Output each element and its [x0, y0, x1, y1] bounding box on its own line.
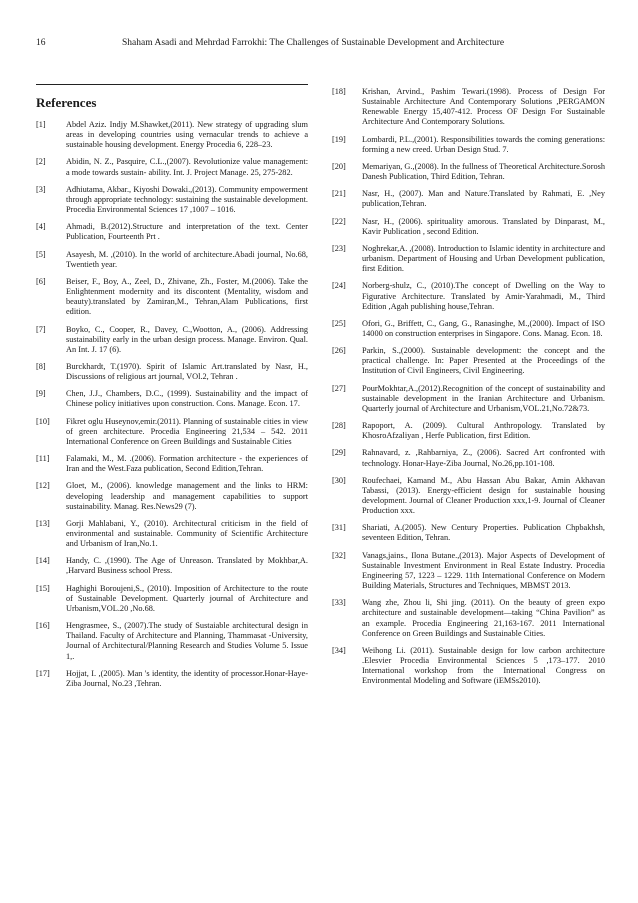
reference-item [332, 189, 605, 209]
reference-text: Wang zhe, Zhou li, Shi jing. (2011). On the beauty of green expo architecture and sustainable development—taking “China Pavilion” as an example. Procedia Engineering 21,163-167. 2011 International Conference on Green Buildings and Sustainable Cities. [362, 598, 605, 638]
reference-item [332, 346, 605, 376]
reference-text: Norberg-shulz, C., (2010).The concept of Dwelling on the Way to Figurative Architecture. Translated by Amir-Yarahmadi, M., Third Edition ,Agah publishing house,Tehran. [362, 281, 605, 311]
reference-number: [25] [332, 318, 346, 328]
reference-text: Beiser, F., Boy, A., Zeel, D., Zhivane, Zh., Foster, M.(2006). Take the Enlightenment modernity and its discontent (Mentality, wisdom and beauty).translated by Zamiran,M., Tehran,Alam Publications, first edition. [66, 276, 308, 317]
reference-text: Gorji Mahlabani, Y., (2010). Architectural criticism in the field of environmental and sustainable. Community of Scientific Architecture and Urbanism of Iran,No.1. [66, 518, 308, 549]
reference-text: Fikret oglu Huseynov,emir.(2011). Planning of sustainable cities in view of green architecture. Procedia Engineering 21,534 – 542. 2011 International Conference on Green Buildings and Sustainable Cities [66, 416, 308, 446]
page-header [36, 38, 606, 52]
reference-item [36, 157, 308, 177]
reference-number: [30] [332, 475, 346, 485]
reference-number: [12] [36, 481, 50, 491]
reference-text: Handy, C. ,(1990). The Age of Unreason. Translated by Mokhbar,A. ,Harvard Business school Press. [66, 556, 308, 576]
reference-text: Vanags,jains., Ilona Butane.,(2013). Major Aspects of Development of Sustainable Investment Environment in Real Estate Industry. Procedia Engineering 57, 1223 – 1229. 11th International Conference on Modern Building Materials, Structures and Techniques, MBMST 2013. [362, 550, 605, 591]
reference-item [36, 362, 308, 382]
reference-item [332, 646, 605, 687]
reference-text: Haghighi Boroujeni,S., (2010). Imposition of Architecture to the route of Sustainable Development. Quarterly journal of Architecture and Urbanism,VOL.20 ,No.68. [66, 583, 308, 613]
reference-text: Adhiutama, Akbar., Kiyoshi Dowaki.,(2013). Community empowerment through appropriate technology: sustaining the sustainable development. Procedia Environmental Sciences 17 ,1007 – 1016. [66, 184, 308, 215]
reference-item [332, 87, 605, 128]
reference-item [36, 389, 308, 409]
reference-text: Weihong Li. (2011). Sustainable design for low carbon architecture .Elesvier Procedia Environmental Sciences 5 ,173–177. 2010 International workshop from the International Congress on Environmental Modeling and Software (iEMSs2010). [362, 645, 605, 686]
left-column [36, 84, 308, 696]
reference-text: Ofori, G., Briffett, C., Gang, G., Ranasinghe, M.,(2000). Impact of ISO 14000 on construction enterprises in Singapore. Cons. Manag. Econ. 18. [362, 318, 605, 338]
reference-text: Chen, J.J., Chambers, D.C., (1999). Sustainability and the impact of Chinese policy initiatives upon construction. Cons. Manage. Econ. 17. [66, 389, 308, 409]
reference-text: Hojjat, I. ,(2005). Man 's identity, the identity of processor.Honar-Haye-Ziba Journal, No.23 ,Tehran. [66, 668, 308, 688]
reference-item [36, 250, 308, 270]
reference-number: [15] [36, 583, 50, 593]
reference-number: [27] [332, 383, 346, 393]
reference-item [36, 584, 308, 614]
reference-item [332, 244, 605, 274]
reference-number: [3] [36, 184, 46, 194]
reference-item [332, 319, 605, 339]
reference-text: Memariyan, G.,(2008). In the fullness of Theoretical Architecture.Sorosh Danesh Publication, Third Edition, Tehran. [362, 161, 605, 182]
reference-number: [17] [36, 668, 50, 678]
running-title: Shaham Asadi and Mehrdad Farrokhi: The Challenges of Sustainable Development and Architecture [122, 38, 505, 48]
reference-number: [7] [36, 324, 46, 334]
reference-text: Parkin, S.,(2000). Sustainable development: the concept and the practical challenge. In: Paper Presented at the Proceedings of the Institution of Civil Engineers, Civil Engineering. [362, 346, 605, 376]
reference-number: [11] [36, 454, 50, 464]
reference-number: [4] [36, 222, 46, 232]
reference-item [332, 476, 605, 517]
reference-number: [34] [332, 645, 346, 655]
reference-item [332, 421, 605, 441]
reference-text: Roufechaei, Kamand M., Abu Hassan Abu Bakar, Amin Akhavan Tabassi, (2013). Energy-efficient design for sustainable housing development. Journal of Cleaner Production xxx,1-9. Journal of Cleaner Production xxx. [362, 475, 605, 516]
page-number: 16 [36, 38, 46, 48]
section-divider [36, 84, 308, 85]
reference-item [332, 598, 605, 639]
reference-text: PourMokhtar,A.,(2012).Recognition of the concept of sustainability and sustainable development in the Iranian Architecture and Urbanism. Quarterly journal of Architecture and Urbanism,VOL.21,No.72&73. [362, 383, 605, 413]
reference-number: [23] [332, 243, 346, 253]
reference-number: [29] [332, 448, 346, 458]
reference-number: [2] [36, 157, 46, 167]
reference-text: Abdel Aziz. Indjy M.Shawket,(2011). New strategy of upgrading slum areas in developing countries using vernacular trends to achieve a sustainable housing development. Energy Procedia 6, 228–23. [66, 120, 308, 150]
reference-item [332, 384, 605, 414]
reference-item [36, 481, 308, 511]
reference-item [36, 325, 308, 355]
reference-item [36, 185, 308, 215]
reference-text: Shariati, A.(2005). New Century Properties. Publication Chpbakhsh, seventeen Edition, Tehran. [362, 523, 605, 543]
reference-number: [18] [332, 87, 346, 96]
reference-number: [28] [332, 421, 346, 431]
reference-text: Burckhardt, T.(1970). Spirit of Islamic Art.translated by Nasr, H., Discussions of religious art journal, VOl.2, Tehran . [66, 361, 308, 382]
reference-text: Gloet, M., (2006). knowledge management and the links to HRM: developing leadership and management capabilities to support sustainability. Manag. Res.News29 (7). [66, 481, 308, 511]
reference-text: Falamaki, M., M. .(2006). Formation architecture - the experiences of Iran and the West.Faza publication, Second Edition,Tehran. [66, 454, 308, 474]
reference-text: Nasr, H., (2007). Man and Nature.Translated by Rahmati, E. ,Ney publication,Tehran. [362, 189, 605, 209]
right-column [332, 87, 605, 694]
reference-number: [26] [332, 346, 346, 356]
reference-text: Rapoport, A. (2009). Cultural Anthropology. Translated by KhosroAfzaliyan , Herfe Publication, first Edition. [362, 421, 605, 441]
reference-item [36, 621, 308, 662]
reference-item [36, 519, 308, 549]
reference-list-left [36, 120, 308, 689]
reference-text: Noghrekar,A. ,(2008). Introduction to Islamic identity in architecture and urbanism. Department of Housing and Urban Development publication, first Edition. [362, 243, 605, 274]
reference-number: [22] [332, 216, 346, 226]
reference-number: [8] [36, 361, 46, 371]
reference-number: [5] [36, 249, 46, 259]
reference-text: Asayesh, M. ,(2010). In the world of architecture.Abadi journal, No.68, Twentieth year. [66, 249, 308, 269]
reference-text: Krishan, Arvind., Pashim Tewari.(1998). Process of Design For Sustainable Architecture And Contemporary Solutions ,PERGAMON Renewable Energy 15,407-412. Process OF Design For Sustainable Architecture And Contemporary Solutions. [362, 87, 605, 127]
reference-text: Rahnavard, z. ,Rahbarniya, Z., (2006). Sacred Art confronted with technology. Honar-Haye-Ziba Journal, No.26,pp.101-108. [362, 448, 605, 468]
reference-number: [32] [332, 550, 346, 560]
reference-number: [14] [36, 556, 50, 566]
reference-number: [19] [332, 134, 346, 144]
reference-text: Boyko, C., Cooper, R., Davey, C.,Wootton, A., (2006). Addressing sustainability early in the urban design process. Manage. Environ. Qual. An Int. J. 17 (6). [66, 324, 308, 354]
reference-item [332, 217, 605, 237]
reference-item [36, 120, 308, 150]
reference-text: Hengrasmee, S., (2007).The study of Sustaiable architectural design in Thailand. Faculty of Architecture and Planning, Thammasat -University, Journal of Architectural/Planning Research and Studies Volume 5. Issue 1,. [66, 621, 308, 661]
reference-number: [21] [332, 189, 346, 199]
reference-list-right [332, 87, 605, 687]
reference-item [332, 551, 605, 592]
reference-item [36, 556, 308, 576]
reference-text: Nasr, H., (2006). spirituality amorous. Translated by Dinparast, M., Kavir Publication , second Edition. [362, 216, 605, 236]
reference-number: [1] [36, 120, 46, 129]
reference-item [36, 454, 308, 474]
reference-item [332, 135, 605, 155]
reference-number: [9] [36, 389, 46, 399]
reference-item [36, 417, 308, 447]
reference-number: [6] [36, 276, 46, 286]
reference-item [332, 281, 605, 311]
reference-number: [33] [332, 598, 346, 608]
reference-item [332, 162, 605, 182]
reference-number: [13] [36, 518, 50, 528]
reference-text: Abidin, N. Z., Pasquire, C.L.,(2007). Revolutionize value management: a mode towards sustain- ability. Int. J. Project Manage. 25, 275-282. [66, 157, 308, 177]
reference-item [332, 448, 605, 468]
reference-number: [24] [332, 281, 346, 291]
reference-number: [31] [332, 523, 346, 533]
reference-text: Lombardi, P.L.,(2001). Responsibilities towards the coming generations: forming a new creed. Urban Design Stud. 7. [362, 134, 605, 154]
reference-item [332, 523, 605, 543]
reference-item [36, 222, 308, 242]
reference-item [36, 669, 308, 689]
reference-item [36, 277, 308, 318]
reference-text: Ahmadi, B.(2012).Structure and interpretation of the text. Center Publication, Fourteenth Prt . [66, 222, 308, 242]
references-heading: References [36, 95, 97, 110]
reference-number: [10] [36, 416, 50, 426]
reference-number: [16] [36, 621, 50, 631]
reference-number: [20] [332, 161, 346, 171]
